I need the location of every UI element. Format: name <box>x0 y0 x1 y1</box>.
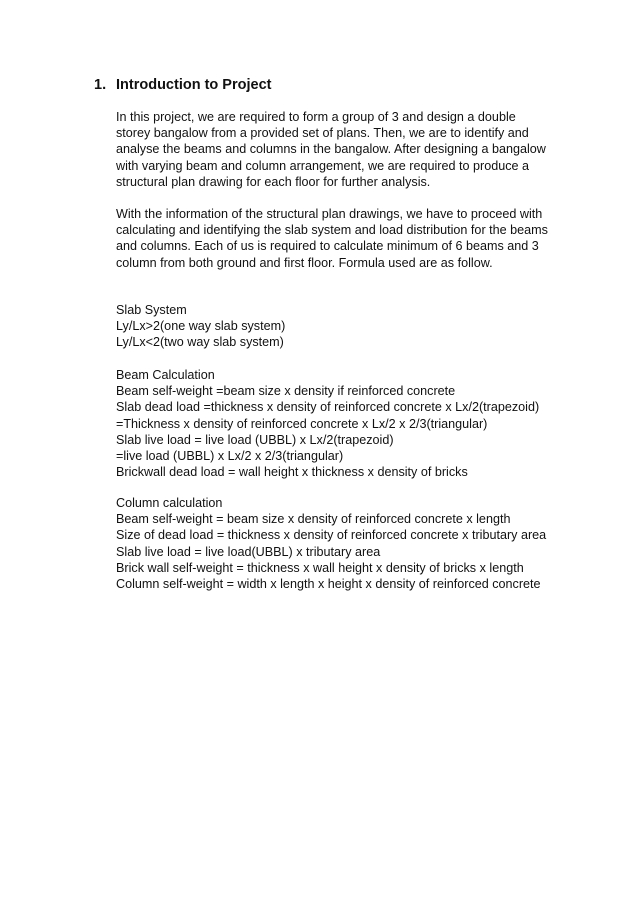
section-title: Introduction to Project <box>116 77 272 93</box>
column-calculation-heading: Column calculation <box>116 496 223 510</box>
paragraph-line: analyse the beams and columns in the bangalow. After designing a bangalow <box>116 142 546 157</box>
paragraph-line: In this project, we are required to form a group of 3 and design a double <box>116 110 516 124</box>
formula-line: =live load (UBBL) x Lx/2 x 2/3(triangular) <box>116 448 344 463</box>
formula-line: Beam self-weight =beam size x density if reinforced concrete <box>116 384 456 399</box>
method-paragraph <box>116 206 586 271</box>
formula-line: Beam self-weight = beam size x density of reinforced concrete x length <box>116 512 511 527</box>
formula-line: Brickwall dead load = wall height x thickness x density of bricks <box>116 465 468 480</box>
intro-paragraph <box>116 109 586 190</box>
slab-system-block <box>116 302 586 351</box>
slab-system-heading: Slab System <box>116 303 187 317</box>
beam-calculation-heading: Beam Calculation <box>116 368 215 382</box>
formula-line: Size of dead load = thickness x density of reinforced concrete x tributary area <box>116 528 547 543</box>
beam-calculation-block <box>116 367 586 480</box>
formula-line: Column self-weight = width x length x height x density of reinforced concrete <box>116 576 541 591</box>
formula-line: =Thickness x density of reinforced concrete x Lx/2 x 2/3(triangular) <box>116 416 488 431</box>
formula-line: Ly/Lx<2(two way slab system) <box>116 335 284 350</box>
section-number: 1. <box>94 77 107 93</box>
paragraph-line: storey bangalow from a provided set of plans. Then, we are to identify and <box>116 126 529 141</box>
paragraph-line: calculating and identifying the slab system and load distribution for the beams <box>116 223 548 238</box>
section-heading <box>94 77 271 93</box>
formula-line: Slab live load = live load (UBBL) x Lx/2(trapezoid) <box>116 432 394 447</box>
paragraph-line: structural plan drawing for each floor for further analysis. <box>116 174 431 189</box>
formula-line: Slab dead load =thickness x density of reinforced concrete x Lx/2(trapezoid) <box>116 400 540 415</box>
paragraph-line: With the information of the structural plan drawings, we have to proceed with <box>116 207 543 221</box>
paragraph-line: with varying beam and column arrangement, we are required to produce a <box>116 158 530 173</box>
formula-line: Brick wall self-weight = thickness x wall height x density of bricks x length <box>116 560 524 575</box>
column-calculation-block <box>116 495 586 592</box>
formula-line: Ly/Lx>2(one way slab system) <box>116 319 286 334</box>
formula-line: Slab live load = live load(UBBL) x tributary area <box>116 544 381 559</box>
paragraph-line: column from both ground and first floor. Formula used are as follow. <box>116 255 493 270</box>
paragraph-line: and columns. Each of us is required to calculate minimum of 6 beams and 3 <box>116 239 539 254</box>
